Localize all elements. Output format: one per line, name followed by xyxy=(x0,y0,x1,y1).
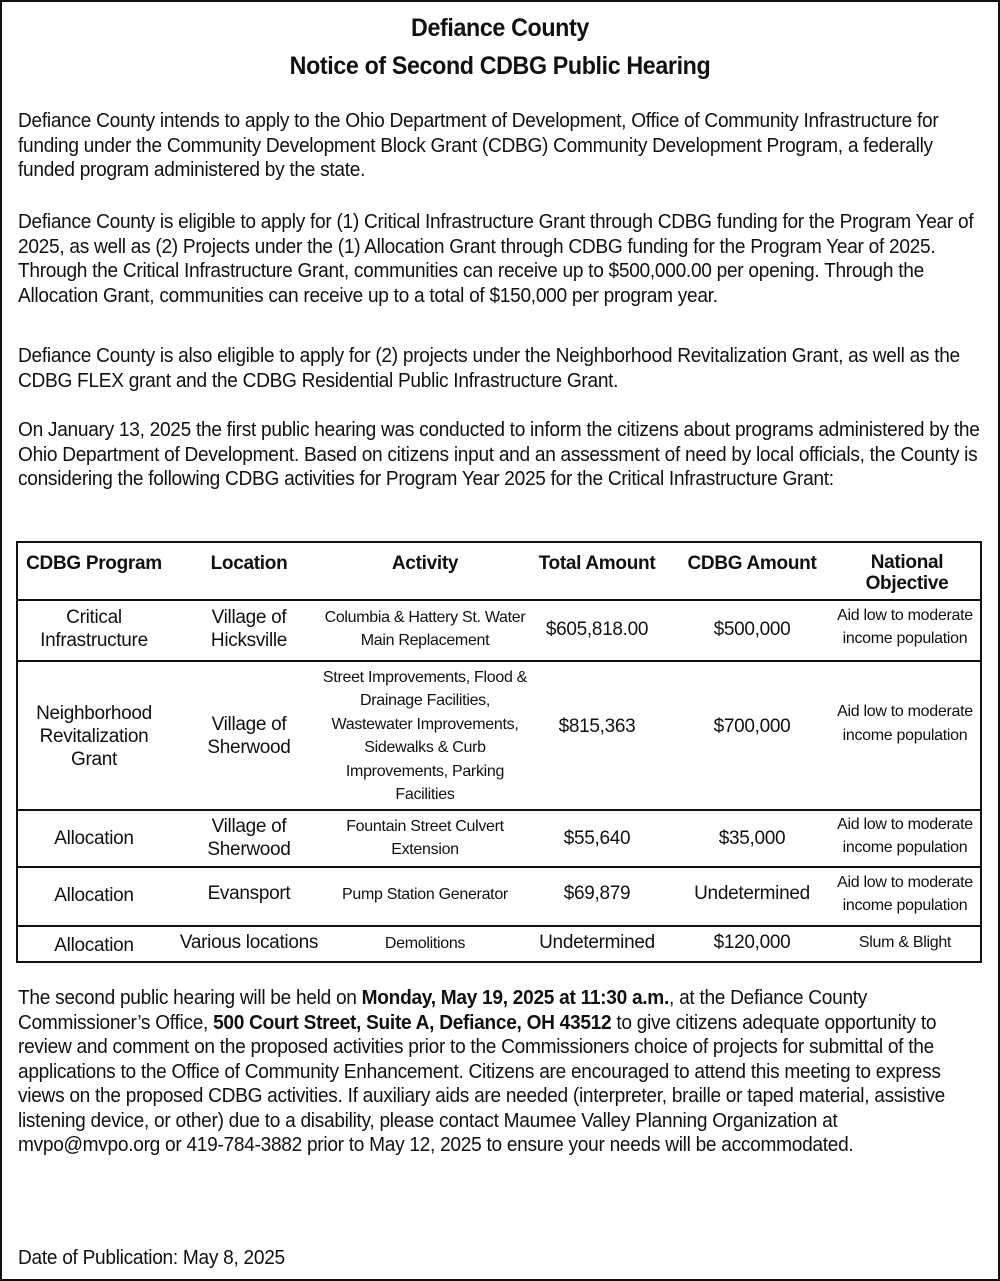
table-cell-total-amount: $55,640 xyxy=(563,827,631,849)
paragraph-first-hearing: On January 13, 2025 the first public hearing was conducted to inform the citizens about programs administered by the Ohio Department of Development. Based on citizens input and an assessment of need by local officials, the County is considering the following CDBG activities for Program Year 2025 for the Critical Infrastructure Grant: xyxy=(18,419,980,490)
table-cell-national-objective: Aid low to moderate income population xyxy=(837,703,973,744)
table-cell-cdbg-amount: $700,000 xyxy=(713,715,791,737)
table-cell-activity: Street Improvements, Flood & Drainage Facilities, Wastewater Improvements, Sidewalks & Curb Improvements, Parking Facilities xyxy=(322,668,528,803)
header-activity: Activity xyxy=(391,552,459,574)
table-cell-program: Allocation xyxy=(54,934,134,956)
header-cdbg-program: CDBG Program xyxy=(26,552,162,574)
hearing-text: , at the Defiance County Commissioner’s Office, xyxy=(18,987,868,1034)
notice-title: Notice of Second CDBG Public Hearing xyxy=(289,52,711,80)
table-cell-program: Critical Infrastructure xyxy=(40,607,148,651)
table-cell-activity: Fountain Street Culvert Extension xyxy=(346,817,504,858)
hearing-date-time: Monday, May 19, 2025 at 11:30 a.m. xyxy=(361,987,670,1009)
table-cell-total-amount: $605,818.00 xyxy=(545,618,649,640)
table-cell-total-amount: Undetermined xyxy=(539,931,655,953)
table-cell-location: Various locations xyxy=(179,931,319,953)
header-location: Location xyxy=(210,552,288,574)
table-cell-activity: Demolitions xyxy=(384,935,466,953)
table-cell-program: Neighborhood Revitalization Grant xyxy=(36,702,152,770)
table-cell-total-amount: $815,363 xyxy=(558,715,636,737)
paragraph-second-hearing xyxy=(18,986,983,1158)
header-total-amount: Total Amount xyxy=(538,552,656,574)
table-cell-location: Village of Sherwood xyxy=(207,816,291,860)
activities-table xyxy=(16,541,982,963)
hearing-text: to give citizens adequate opportunity to review and comment on the proposed activities prior to the Commissioners choice of projects for submittal of the applications to the Office of Community Enhancement. Citizens are encouraged to attend this meeting to express views on the proposed CDBG activities. If auxiliary aids are needed (interpreter, braille or taped material, assistive listening device, or other) due to a disability, please contact Maumee Valley Planning Organization at mvpo@mvpo.org or 419-784-3882 prior to May 12, 2025 to ensure your needs will be accommodated. xyxy=(18,1011,945,1156)
table-cell-national-objective: Aid low to moderate income population xyxy=(837,815,973,856)
paragraph-additional-eligibility: Defiance County is also eligible to apply for (2) projects under the Neighborhood Revitalization Grant, as well as the CDBG FLEX grant and the CDBG Residential Public Infrastructure Grant. xyxy=(18,345,960,392)
table-cell-cdbg-amount: Undetermined xyxy=(694,882,810,904)
table-cell-total-amount: $69,879 xyxy=(563,882,631,904)
notice-title-county: Defiance County xyxy=(411,14,589,42)
table-cell-location: Evansport xyxy=(207,882,291,904)
paragraph-eligibility: Defiance County is eligible to apply for (1) Critical Infrastructure Grant through CDBG funding for the Program Year of 2025, as well as (2) Projects under the (1) Allocation Grant through CDBG funding for the Program Year of 2025. Through the Critical Infrastructure Grant, communities can receive up to $500,000.00 per opening. Through the Allocation Grant, communities can receive up to a total of $150,000 per program year. xyxy=(18,211,974,307)
table-cell-location: Village of Hicksville xyxy=(210,607,288,651)
paragraph-intro: Defiance County intends to apply to the Ohio Department of Development, Office of Community Infrastructure for funding under the Community Development Block Grant (CDBG) Community Development Program, a federally funded program administered by the state. xyxy=(18,110,939,181)
table-cell-cdbg-amount: $35,000 xyxy=(718,827,786,849)
publication-date: Date of Publication: May 8, 2025 xyxy=(18,1247,285,1269)
table-cell-program: Allocation xyxy=(54,827,134,849)
table-header-row xyxy=(18,543,980,601)
table-cell-location: Village of Sherwood xyxy=(207,714,291,758)
table-cell-national-objective: Slum & Blight xyxy=(858,934,952,952)
table-cell-program: Allocation xyxy=(54,884,134,906)
hearing-text: The second public hearing will be held on xyxy=(18,987,362,1009)
table-cell-cdbg-amount: $500,000 xyxy=(713,618,791,640)
table-cell-activity: Columbia & Hattery St. Water Main Replacement xyxy=(324,608,526,649)
header-national-objective: National Objective xyxy=(865,552,949,594)
table-cell-activity: Pump Station Generator xyxy=(342,886,508,904)
hearing-address: 500 Court Street, Suite A, Defiance, OH 43512 xyxy=(213,1011,612,1034)
table-cell-cdbg-amount: $120,000 xyxy=(713,931,791,953)
table-cell-national-objective: Aid low to moderate income population xyxy=(837,873,973,914)
header-cdbg-amount: CDBG Amount xyxy=(687,552,817,574)
table-cell-national-objective: Aid low to moderate income population xyxy=(837,606,973,647)
